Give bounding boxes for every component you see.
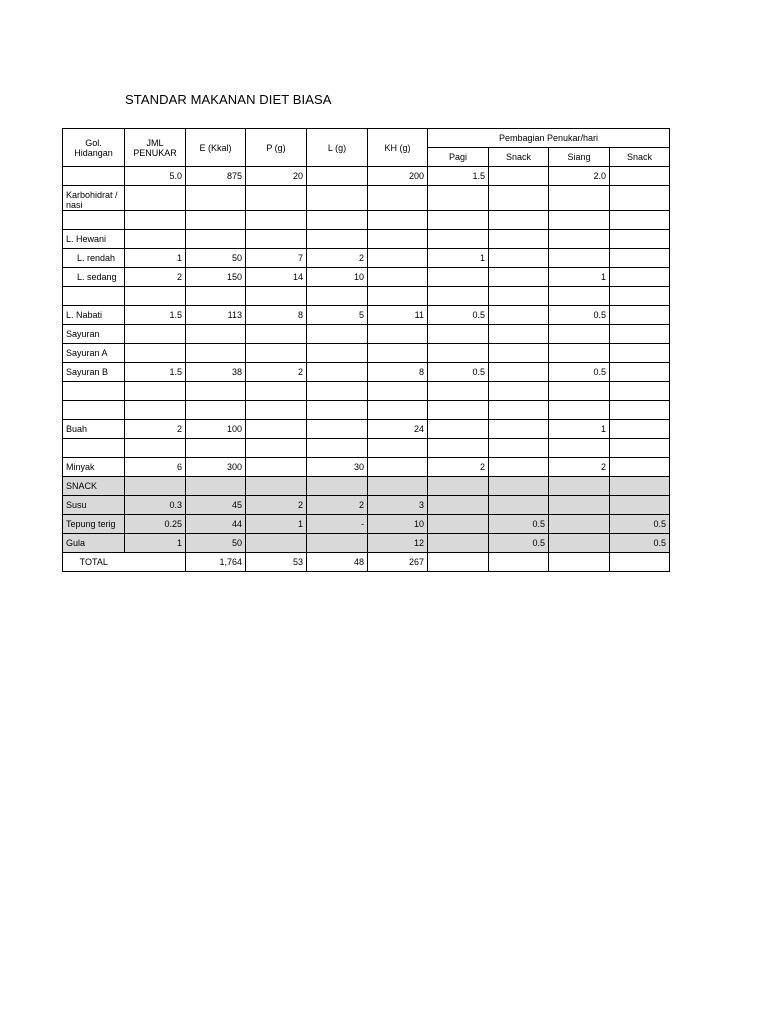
table-cell [489,401,549,420]
table-cell [428,496,489,515]
table-cell [489,496,549,515]
table-cell: 0.5 [610,515,670,534]
row-label [63,382,125,401]
table-cell: 11 [368,306,428,325]
table-cell: 30 [307,458,368,477]
total-cell [610,553,670,572]
table-cell [186,287,246,306]
table-cell [307,287,368,306]
table-cell: 2 [428,458,489,477]
header-kh: KH (g) [368,129,428,167]
table-cell: 24 [368,420,428,439]
table-cell [428,534,489,553]
table-cell [549,344,610,363]
total-cell [125,553,186,572]
table-cell [610,420,670,439]
table-cell [307,363,368,382]
table-cell [368,477,428,496]
table-cell [549,515,610,534]
table-cell [368,325,428,344]
table-row [63,534,670,553]
row-label: Sayuran A [63,344,125,363]
table-cell [186,439,246,458]
table-row [63,382,670,401]
table-cell [610,325,670,344]
table-cell: 14 [246,268,307,287]
header-protein: P (g) [246,129,307,167]
snack-section-row [63,477,670,496]
table-row [63,515,670,534]
table-cell [246,477,307,496]
table-cell: 8 [368,363,428,382]
row-label: Minyak [63,458,125,477]
table-cell: 0.5 [428,306,489,325]
table-cell: 2.0 [549,167,610,186]
table-cell: 12 [368,534,428,553]
table-cell [186,211,246,230]
header-jml: JML PENUKAR [125,129,186,167]
table-cell [428,230,489,249]
table-cell [125,325,186,344]
table-cell [307,186,368,211]
table-cell [428,439,489,458]
table-cell [186,230,246,249]
row-label [63,211,125,230]
table-row [63,167,670,186]
row-label: Sayuran [63,325,125,344]
table-cell [186,186,246,211]
table-cell [489,344,549,363]
row-label [63,287,125,306]
total-cell: 53 [246,553,307,572]
header-energy: E (Kkal) [186,129,246,167]
table-cell [610,382,670,401]
table-cell: 113 [186,306,246,325]
header-pembagian: Pembagian Penukar/hari [428,129,670,148]
table-cell: 45 [186,496,246,515]
table-cell [549,325,610,344]
table-cell [610,344,670,363]
table-cell: 10 [307,268,368,287]
header-gol: Gol. Hidangan [63,129,125,167]
table-cell [489,268,549,287]
table-cell: 5.0 [125,167,186,186]
table-cell [307,401,368,420]
row-label [63,439,125,458]
table-cell [610,211,670,230]
table-row [63,306,670,325]
row-label: L. rendah [63,249,125,268]
table-cell [610,439,670,458]
table-cell [307,382,368,401]
table-cell: 2 [125,268,186,287]
table-cell [489,363,549,382]
table-cell: 875 [186,167,246,186]
table-cell [489,382,549,401]
table-cell [489,186,549,211]
table-cell [489,439,549,458]
table-row [63,344,670,363]
table-row [63,496,670,515]
header-pagi: Pagi [428,148,489,167]
table-cell: 200 [368,167,428,186]
table-cell [368,230,428,249]
table-cell [489,458,549,477]
table-cell [125,477,186,496]
table-cell: 6 [125,458,186,477]
table-cell: 100 [186,420,246,439]
table-cell: 1 [246,515,307,534]
table-cell [246,230,307,249]
table-cell [125,287,186,306]
table-row [63,458,670,477]
row-label: L. Nabati [63,306,125,325]
table-cell [549,534,610,553]
table-cell [428,382,489,401]
table-cell [610,363,670,382]
table-row [63,268,670,287]
table-cell: 0.5 [489,515,549,534]
table-cell [368,382,428,401]
row-label: Sayuran B [63,363,125,382]
table-cell [125,401,186,420]
table-cell [186,344,246,363]
table-cell: 1 [125,534,186,553]
row-label: Tepung terig [63,515,125,534]
snack-section-label: SNACK [63,477,125,496]
table-cell [610,186,670,211]
table-cell [610,268,670,287]
table-cell [368,268,428,287]
table-cell [125,186,186,211]
table-cell [489,230,549,249]
table-cell [246,401,307,420]
table-row [63,230,670,249]
table-cell [610,496,670,515]
table-cell [489,287,549,306]
total-cell: 48 [307,553,368,572]
table-cell [368,249,428,268]
table-cell [549,230,610,249]
table-cell [489,420,549,439]
row-label [63,401,125,420]
table-cell [489,306,549,325]
table-cell: 7 [246,249,307,268]
table-cell: 150 [186,268,246,287]
table-cell [428,420,489,439]
table-cell [489,325,549,344]
table-cell [428,344,489,363]
table-cell: 0.5 [489,534,549,553]
table-cell [186,325,246,344]
table-cell [368,211,428,230]
table-row [63,363,670,382]
table-cell: 5 [307,306,368,325]
table-cell: 50 [186,534,246,553]
header-lemak: L (g) [307,129,368,167]
table-cell [125,344,186,363]
table-row [63,186,670,211]
table-cell [307,230,368,249]
table-row [63,249,670,268]
table-row [63,439,670,458]
table-cell [246,458,307,477]
table-cell [246,344,307,363]
table-cell [125,230,186,249]
table-cell [307,439,368,458]
table-cell [307,420,368,439]
table-cell [307,325,368,344]
table-cell: 0.5 [549,363,610,382]
table-cell [246,186,307,211]
table-cell: 1 [549,420,610,439]
table-cell [610,477,670,496]
table-cell: 2 [246,363,307,382]
table-cell [246,382,307,401]
table-cell [368,287,428,306]
header-siang: Siang [549,148,610,167]
table-cell [489,249,549,268]
table-cell: 20 [246,167,307,186]
table-cell [368,458,428,477]
table-cell [125,439,186,458]
table-cell: 1 [125,249,186,268]
table-header [63,129,670,167]
table-row [63,211,670,230]
table-cell [549,496,610,515]
table-cell [368,344,428,363]
page-title: STANDAR MAKANAN DIET BIASA [125,92,332,107]
table-cell [549,211,610,230]
table-cell: 0.5 [610,534,670,553]
table-cell [428,325,489,344]
table-cell: 44 [186,515,246,534]
table-cell [610,287,670,306]
total-cell: 1,764 [186,553,246,572]
table-cell [428,401,489,420]
table-cell: 2 [246,496,307,515]
total-row [63,553,670,572]
table-cell [610,458,670,477]
table-cell [368,439,428,458]
table-cell [307,534,368,553]
table-cell: 2 [307,249,368,268]
table-cell: 50 [186,249,246,268]
table-row [63,287,670,306]
table-cell: 2 [307,496,368,515]
row-label: Susu [63,496,125,515]
table-cell [489,167,549,186]
table-cell [428,477,489,496]
table-cell [186,401,246,420]
table-cell [246,211,307,230]
row-label: Karbohidrat / nasi [63,186,125,211]
table-cell: 0.25 [125,515,186,534]
table-cell: 300 [186,458,246,477]
table-cell: 38 [186,363,246,382]
table-cell [428,211,489,230]
row-label: L. Hewani [63,230,125,249]
table-cell [246,534,307,553]
table-cell [610,401,670,420]
table-cell [246,420,307,439]
table-row [63,420,670,439]
total-cell [428,553,489,572]
table-cell [307,344,368,363]
table-cell [610,167,670,186]
table-cell [186,477,246,496]
table-cell: 1.5 [125,363,186,382]
table-cell: 0.3 [125,496,186,515]
table-cell: 2 [125,420,186,439]
table-cell: 1 [428,249,489,268]
table-cell [125,382,186,401]
header-snack-1: Snack [489,148,549,167]
table-row [63,325,670,344]
table-cell [428,515,489,534]
table-cell: 3 [368,496,428,515]
table-cell [549,401,610,420]
table-cell [610,249,670,268]
table-cell [368,186,428,211]
table-cell: 1.5 [428,167,489,186]
table-cell: - [307,515,368,534]
table-cell [246,325,307,344]
table-cell [428,186,489,211]
table-cell [610,306,670,325]
table-cell: 2 [549,458,610,477]
table-cell [549,439,610,458]
table-cell [307,211,368,230]
table-cell [428,287,489,306]
table-cell [246,287,307,306]
table-cell: 0.5 [428,363,489,382]
total-cell [489,553,549,572]
row-label: Gula [63,534,125,553]
table-cell [246,439,307,458]
table-body [63,167,670,572]
table-cell [549,477,610,496]
table-cell [307,167,368,186]
row-label: Buah [63,420,125,439]
table-cell [307,477,368,496]
total-cell [549,553,610,572]
table-cell [125,211,186,230]
table-cell [549,287,610,306]
table-cell: 0.5 [549,306,610,325]
header-snack-2: Snack [610,148,670,167]
table-cell [368,401,428,420]
table-cell: 10 [368,515,428,534]
table-cell [549,249,610,268]
table-cell [549,382,610,401]
total-cell: 267 [368,553,428,572]
diet-table [62,128,670,572]
table-cell [549,186,610,211]
total-label: TOTAL [63,553,125,572]
table-cell: 8 [246,306,307,325]
table-cell [610,230,670,249]
table-row [63,401,670,420]
table-cell: 1 [549,268,610,287]
row-label: L. sedang [63,268,125,287]
row-label [63,167,125,186]
table-cell [186,382,246,401]
table-cell [489,211,549,230]
table-cell: 1.5 [125,306,186,325]
table-cell [489,477,549,496]
table-cell [428,268,489,287]
